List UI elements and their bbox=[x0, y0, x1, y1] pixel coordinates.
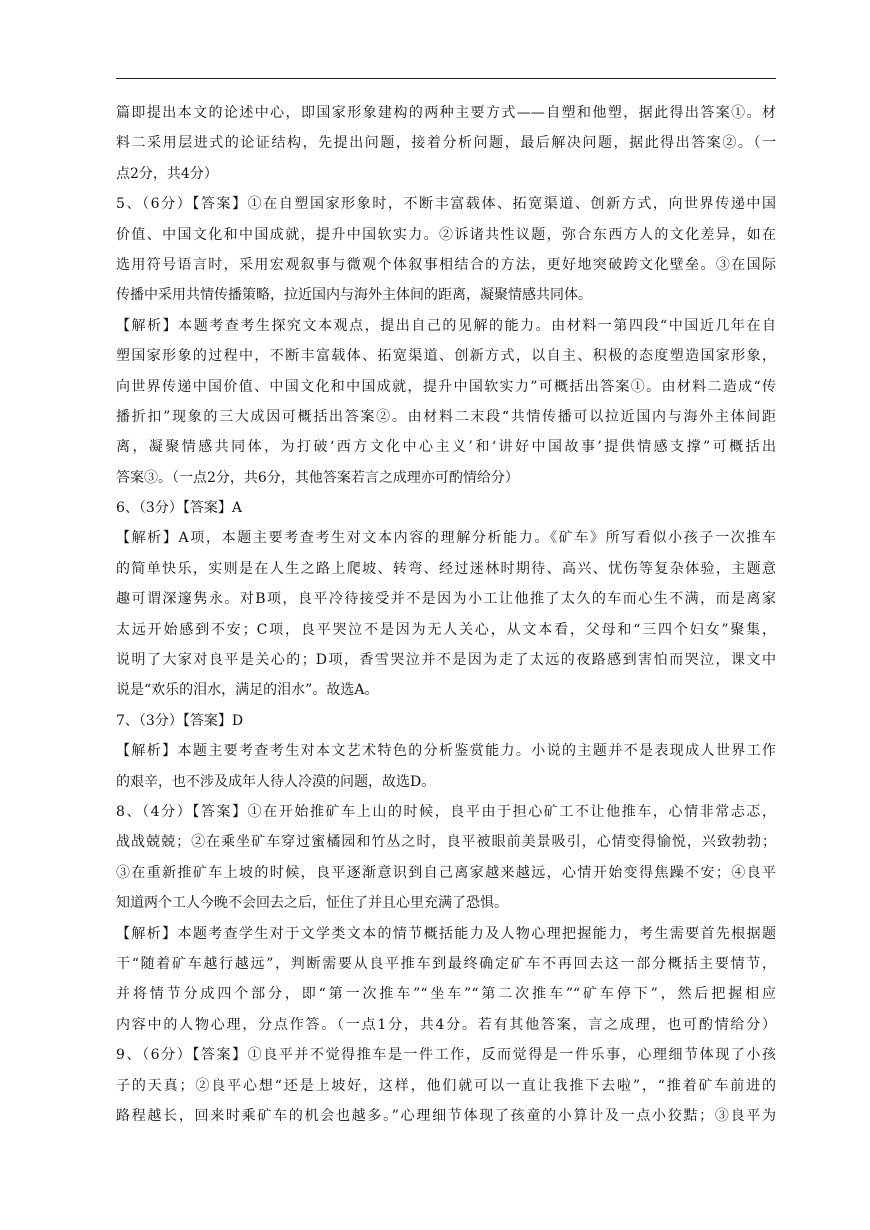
text-line: 趣可谓深邃隽永。对B项，良平冷待接受并不是因为小工让他推了太久的车而心生不满，而是离家 bbox=[116, 591, 776, 608]
text-line: 的艰辛，也不涉及成年人待人冷漠的问题，故选D。 bbox=[116, 773, 436, 790]
text-line: 战战兢兢；②在乘坐矿车穿过蜜橘园和竹丛之时，良平被眼前美景吸引，心情变得愉悦，兴致勃勃； bbox=[116, 834, 776, 851]
text-line: 7、（3分）【答案】D bbox=[116, 712, 244, 729]
text-line: 【解析】A项，本题主要考查考生对文本内容的理解分析能力。《矿车》所写看似小孩子一次推车 bbox=[116, 530, 776, 547]
text-line: 5、（6分）【答案】①在自塑国家形象时，不断丰富载体、拓宽渠道、创新方式，向世界传递中国 bbox=[116, 196, 776, 213]
text-line: 知道两个工人今晚不会回去之后，怔住了并且心里充满了恐惧。 bbox=[116, 895, 508, 912]
text-line: 的简单快乐，实则是在人生之路上爬坡、转弯、经过迷林时期待、高兴、忧伤等复杂体验，主题意 bbox=[116, 560, 776, 577]
text-line: 【解析】本题考查考生探究文本观点，提出自己的见解的能力。由材料一第四段“中国近几年在自 bbox=[116, 317, 776, 334]
text-line: 离，凝聚情感共同体，为打破‘西方文化中心主义’和‘讲好中国故事’提供情感支撑”可概括出 bbox=[116, 439, 776, 456]
text-line: 向世界传递中国价值、中国文化和中国成就，提升中国软实力”可概括出答案①。由材料二造成“传 bbox=[116, 378, 776, 395]
text-line: 内容中的人物心理，分点作答。（一点1分，共4分。若有其他答案，言之成理，也可酌情给分） bbox=[116, 1016, 776, 1033]
text-line: 说明了大家对良平是关心的；D项，香雪哭泣并不是因为走了太远的夜路感到害怕而哭泣，课文中 bbox=[116, 652, 776, 669]
text-line: 6、（3分）【答案】A bbox=[116, 500, 242, 517]
answer-text-body bbox=[116, 98, 776, 1131]
text-line: 子的天真；②良平心想“还是上坡好，这样，他们就可以一直让我推下去啦”，“推着矿车前进的 bbox=[116, 1077, 776, 1094]
text-line: 【解析】本题考查学生对于文学类文本的情节概括能力及人物心理把握能力，考生需要首先根据题 bbox=[116, 925, 776, 942]
header-rule bbox=[116, 78, 776, 79]
text-line: 选用符号语言时，采用宏观叙事与微观个体叙事相结合的方法，更好地突破跨文化壁垒。③在国际 bbox=[116, 256, 776, 273]
text-line: 篇即提出本文的论述中心，即国家形象建构的两种主要方式——自塑和他塑，据此得出答案①。材 bbox=[116, 105, 776, 121]
text-line: 播折扣”现象的三大成因可概括出答案②。由材料二末段“共情传播可以拉近国内与海外主体间距 bbox=[116, 408, 776, 425]
text-line: 干“随着矿车越行越远”，判断需要从良平推车到最终确定矿车不再回去这一部分概括主要情节， bbox=[116, 955, 776, 972]
text-line: 塑国家形象的过程中，不断丰富载体、拓宽渠道、创新方式，以自主、积极的态度塑造国家形象， bbox=[116, 348, 776, 365]
text-line: 太远开始感到不安；C项，良平哭泣不是因为无人关心，从文本看，父母和“三四个妇女”聚集， bbox=[116, 621, 776, 638]
text-line: 8、（4分）【答案】①在开始推矿车上山的时候，良平由于担心矿工不让他推车，心情非常忐忑， bbox=[116, 803, 776, 820]
text-line: 点2分，共4分） bbox=[116, 165, 218, 182]
text-line: 答案③。（一点2分，共6分，其他答案若言之成理亦可酌情给分） bbox=[116, 469, 519, 486]
text-line: 【解析】本题主要考查考生对本文艺术特色的分析鉴赏能力。小说的主题并不是表现成人世界工作 bbox=[116, 743, 776, 760]
text-line: 价值、中国文化和中国成就，提升中国软实力。②诉诸共性议题，弥合东西方人的文化差异，如在 bbox=[116, 226, 776, 243]
text-line: 料二采用层进式的论证结构，先提出问题，接着分析问题，最后解决问题，据此得出答案②。（一 bbox=[116, 135, 776, 152]
text-line: 传播中采用共情传播策略，拉近国内与海外主体间的距离，凝聚情感共同体。 bbox=[116, 287, 592, 304]
text-line: 说是“欢乐的泪水，满足的泪水”。故选A。 bbox=[116, 682, 379, 699]
text-line: 路程越长，回来时乘矿车的机会也越多。”心理细节体现了孩童的小算计及一点小狡黠；③良平为 bbox=[116, 1107, 776, 1124]
text-line: ③在重新推矿车上坡的时候，良平逐渐意识到自己离家越来越远，心情开始变得焦躁不安；④良平 bbox=[116, 864, 776, 881]
text-line: 并将情节分成四个部分，即“第一次推车”“坐车”“第二次推车”“矿车停下”，然后把握相应 bbox=[116, 986, 776, 1003]
text-line: 9、（6分）【答案】①良平并不觉得推车是一件工作，反而觉得是一件乐事，心理细节体现了小孩 bbox=[116, 1047, 776, 1064]
